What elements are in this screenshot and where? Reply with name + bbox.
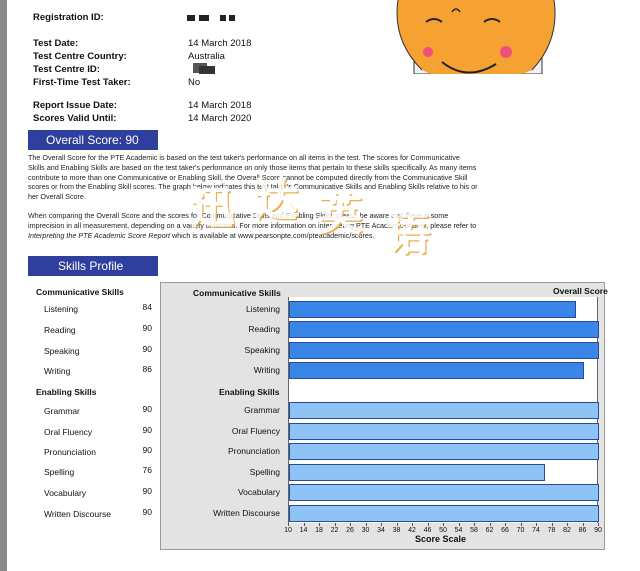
x-tick-mark [335,523,336,526]
mascot-sticker [392,0,562,74]
x-tick-label: 82 [563,527,571,534]
chart-communicative-heading: Communicative Skills [193,288,281,298]
redacted-registration-id [199,15,209,21]
x-tick-label: 14 [299,527,308,534]
x-tick-mark [288,523,289,526]
score-table-label: Grammar [44,406,80,416]
x-tick-mark [304,523,305,526]
watermark-char: 迅 [190,183,234,234]
x-tick-mark [428,523,429,526]
x-tick-mark [366,523,367,526]
x-tick-mark [443,523,444,526]
redacted-registration-id [229,15,235,21]
bar-category-label: Pronunciation [228,446,280,456]
x-tick-label: 42 [408,527,416,534]
x-tick-label: 90 [594,527,602,534]
x-tick-mark [474,523,475,526]
issue-date-label: Report Issue Date: [33,100,117,111]
x-tick-mark [552,523,553,526]
watermark-char: 英 [318,189,362,240]
overall-score-label: Overall Score [553,286,608,296]
x-tick-mark [567,523,568,526]
bar-category-label: Oral Fluency [231,426,280,436]
test-date-value: 14 March 2018 [188,38,252,49]
skill-bar [289,301,576,318]
score-table-label: Writing [44,366,71,376]
x-tick-mark [490,523,491,526]
x-tick-label: 86 [578,527,587,534]
registration-id-label: Registration ID: [33,12,104,23]
plot-area [288,297,598,523]
comparison-note-link: which is available at www.pearsonpte.com/pteacademic/scores. [169,230,375,240]
score-table-value: 90 [142,404,152,414]
x-tick-label: 66 [501,527,509,534]
issue-date-value: 14 March 2018 [188,100,252,111]
skill-bar [289,342,599,359]
overall-description: The Overall Score for the PTE Academic is based on the test taker's performance on all items in the test. The scores for Communicative Skills and Enabling Skills are based on the test taker's performance on only those items that pertain to these skills specifically. As many items contribute to more than one Communicative or Enabling Skill, the Overall Score cannot be computed directly from the Communicative Skill scores or from the Enabling Skill scores. The graph below indicates this test taker's Communicative Skills and Enabling Skills relative to his or her Overall Score. [28,153,478,202]
skills-chart [160,282,608,550]
comparison-note-text: When comparing the Overall Score and the scores for Communicative Skills and Enabling Skills, please be aware that there is some imprecision in all measurement, depending on a variety of factors. For more information on interpreting PTE Academic scores, please refer to [28,211,477,230]
x-tick-label: 26 [346,527,354,534]
x-tick-label: 78 [547,527,556,534]
redacted-centre-id [199,66,215,74]
x-tick-label: 10 [284,527,292,534]
x-tick-mark [598,523,599,526]
watermark-char: 达 [254,175,298,226]
score-table-value: 90 [142,507,152,517]
score-table-value: 90 [142,425,152,435]
x-tick-label: 22 [330,527,339,534]
first-time-label: First-Time Test Taker: [33,77,131,88]
score-table-value: 84 [142,302,152,312]
score-table-label: Reading [44,325,76,335]
skill-bar [289,464,545,481]
bar-category-label: Listening [245,304,280,314]
bar-category-label: Grammar [244,405,280,415]
bar-category-label: Vocabulary [237,487,280,497]
enabling-heading: Enabling Skills [36,387,97,397]
score-guide-reference: Interpreting the PTE Academic Score Report [28,230,170,240]
x-tick-mark [521,523,522,526]
skills-profile-title: Skills Profile [28,256,158,276]
x-tick-label: 38 [392,527,401,534]
x-axis-label: Score Scale [415,534,467,544]
communicative-heading: Communicative Skills [36,287,124,297]
watermark-char: 语 [386,209,430,260]
x-tick-mark [381,523,382,526]
score-table-value: 76 [142,465,152,475]
x-tick-label: 18 [315,527,323,534]
overall-score-title: Overall Score: 90 [28,130,158,150]
skill-bar [289,402,599,419]
country-value: Australia [188,51,225,62]
x-tick-mark [459,523,460,526]
bar-category-label: Written Discourse [213,508,280,518]
chart-enabling-heading: Enabling Skills [219,387,280,397]
x-tick-label: 62 [485,527,494,534]
x-tick-label: 70 [516,527,525,534]
score-table-label: Speaking [44,346,80,356]
score-table-label: Spelling [44,467,75,477]
first-time-value: No [188,77,201,88]
bar-category-label: Reading [248,324,280,334]
score-table-label: Oral Fluency [44,427,93,437]
x-tick-label: 74 [532,527,540,534]
valid-until-label: Scores Valid Until: [33,113,117,124]
watermark [190,150,480,260]
x-tick-mark [319,523,320,526]
scan-edge [0,0,7,571]
x-tick-label: 30 [361,527,370,534]
x-tick-label: 34 [377,527,385,534]
bar-category-label: Speaking [244,345,280,355]
x-tick-label: 54 [454,527,463,534]
skill-bar [289,362,584,379]
redacted-registration-id [187,15,195,21]
redacted-registration-id [220,15,226,21]
score-table-value: 90 [142,323,152,333]
score-table-value: 86 [142,364,152,374]
score-table-label: Written Discourse [44,509,111,519]
score-table-label: Pronunciation [44,447,96,457]
x-tick-label: 46 [423,527,432,534]
skill-bar [289,484,599,501]
country-label: Test Centre Country: [33,51,127,62]
bar-category-label: Spelling [249,467,280,477]
score-table-value: 90 [142,344,152,354]
x-tick-mark [505,523,506,526]
skill-bar [289,443,599,460]
x-tick-mark [412,523,413,526]
valid-until-value: 14 March 2020 [188,113,252,124]
x-tick-label: 58 [470,527,478,534]
x-tick-mark [397,523,398,526]
centre-id-label: Test Centre ID: [33,64,100,75]
x-tick-mark [583,523,584,526]
test-date-label: Test Date: [33,38,79,49]
x-tick-mark [350,523,351,526]
skill-bar [289,423,599,440]
score-table-label: Listening [44,304,79,314]
bar-category-label: Writing [253,365,280,375]
score-table-value: 90 [142,486,152,496]
score-table-value: 90 [142,445,152,455]
x-tick-mark [536,523,537,526]
score-table-label: Vocabulary [44,488,87,498]
skill-bar [289,505,599,522]
x-tick-label: 50 [439,527,447,534]
skill-bar [289,321,599,338]
